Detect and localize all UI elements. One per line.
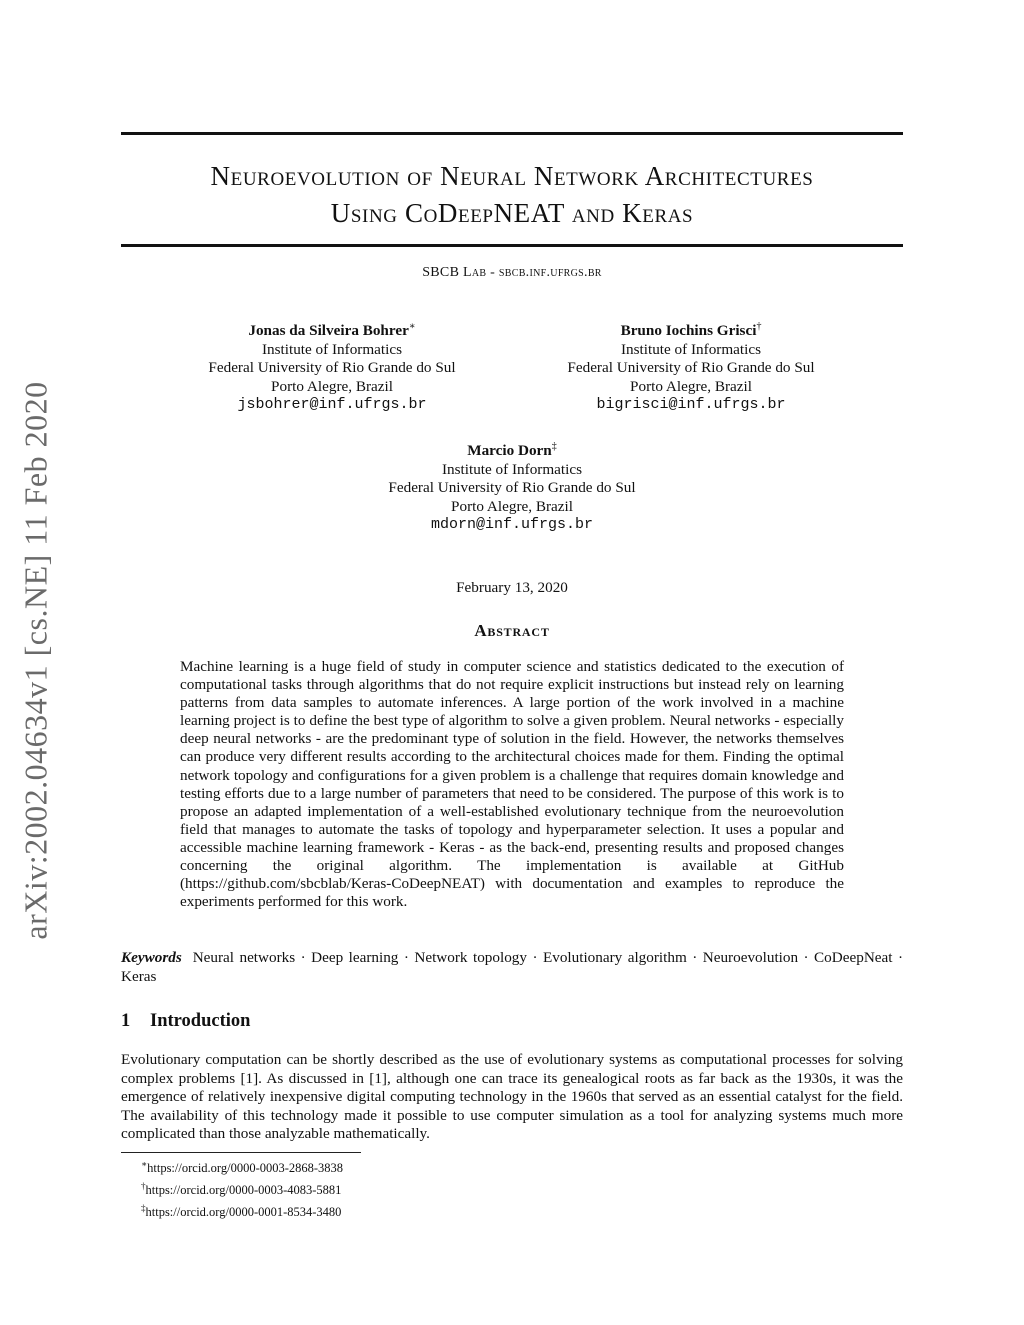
author-university: Federal University of Rio Grande do Sul xyxy=(208,359,456,377)
footnote-rule xyxy=(121,1152,361,1153)
author-location: Porto Alegre, Brazil xyxy=(451,497,573,515)
keywords xyxy=(121,949,903,986)
title-line-1: Neuroevolution of Neural Network Architectures xyxy=(210,161,814,191)
author-name: Jonas da Silveira Bohrer∗ xyxy=(248,321,416,340)
footnote-1: ∗https://orcid.org/0000-0003-2868-3838 xyxy=(141,1159,344,1176)
title-line-2: Using CoDeepNEAT and Keras xyxy=(330,198,694,228)
author-institute: Institute of Informatics xyxy=(441,460,583,478)
lab-affiliation: SBCB Lab - sbcb.inf.ufrgs.br xyxy=(422,265,602,280)
paper-title xyxy=(121,158,903,232)
author-email[interactable]: bigrisci@inf.ufrgs.br xyxy=(596,396,786,414)
arxiv-id: arXiv:2002.04634v1 [cs.NE] 11 Feb 2020 xyxy=(17,380,54,940)
arxiv-sidebar-stamp xyxy=(8,370,64,950)
paper-date: February 13, 2020 xyxy=(456,579,568,596)
keywords-text: Neural networks · Deep learning · Network topology · Evolutionary algorithm · Neuroevolution · CoDeepNeat · Keras xyxy=(121,949,904,985)
author-email[interactable]: mdorn@inf.ufrgs.br xyxy=(430,516,594,534)
author-block-1 xyxy=(122,318,542,415)
author-university: Federal University of Rio Grande do Sul xyxy=(388,479,636,497)
footnotes xyxy=(141,1155,343,1221)
keywords-label: Keywords xyxy=(121,949,182,966)
author-email[interactable]: jsbohrer@inf.ufrgs.br xyxy=(237,396,427,414)
author-university: Federal University of Rio Grande do Sul xyxy=(567,359,815,377)
author-name: Bruno Iochins Grisci† xyxy=(620,321,762,340)
author-block-3 xyxy=(302,438,722,535)
section-title: Introduction xyxy=(150,1011,251,1031)
section-number: 1 xyxy=(121,1011,131,1031)
introduction-paragraph: Evolutionary computation can be shortly described as the use of evolutionary systems as computational processes for solving complex problems [1]. As discussed in [1], although one can trace its genealogical roots as far back as the 1930s, it was the emergence of relatively inexpensive digital computing technology in the 1960s that served as an essential catalyst for the field. The availability of this technology made it possible to use computer simulation as a tool for analyzing systems much more complicated than those analyzable mathematically. xyxy=(121,1051,903,1143)
section-heading-introduction xyxy=(121,1011,250,1032)
author-location: Porto Alegre, Brazil xyxy=(630,377,752,395)
footnote-2: †https://orcid.org/0000-0003-4083-5881 xyxy=(141,1181,342,1198)
author-location: Porto Alegre, Brazil xyxy=(271,377,393,395)
title-bottom-rule xyxy=(121,244,903,247)
abstract-text: Machine learning is a huge field of study in computer science and statistics dedicated to the execution of computational tasks through algorithms that do not require explicit instructions but instead rely on learning patterns from data samples to automate inferences. A large portion of the work involved in a machine learning project is to define the best type of algorithm to solve a given problem. Neural networks - especially deep neural networks - are the predominant type of solution in the field. However, the networks themselves can produce very different results according to the architectural choices made for them. Finding the optimal network topology and configurations for a given problem is a challenge that requires domain knowledge and testing efforts due to a large number of parameters that need to be considered. The purpose of this work is to propose an adapted implementation of a well-established evolutionary technique from the neuroevolution field that manages to automate the tasks of topology and hyperparameter selection. It uses a popular and accessible machine learning framework - Keras - as the back-end, presenting results and proposed changes concerning the original algorithm. The implementation is available at GitHub (https://github.com/sbcblab/Keras-CoDeepNEAT) with documentation and examples to reproduce the experiments performed for this work. xyxy=(180,658,844,911)
title-top-rule xyxy=(121,132,903,135)
author-institute: Institute of Informatics xyxy=(620,340,762,358)
author-block-2 xyxy=(481,318,901,415)
author-institute: Institute of Informatics xyxy=(261,340,403,358)
author-name: Marcio Dorn‡ xyxy=(467,441,557,460)
abstract-heading: Abstract xyxy=(474,621,550,640)
footnote-3: ‡https://orcid.org/0000-0001-8534-3480 xyxy=(141,1203,342,1220)
